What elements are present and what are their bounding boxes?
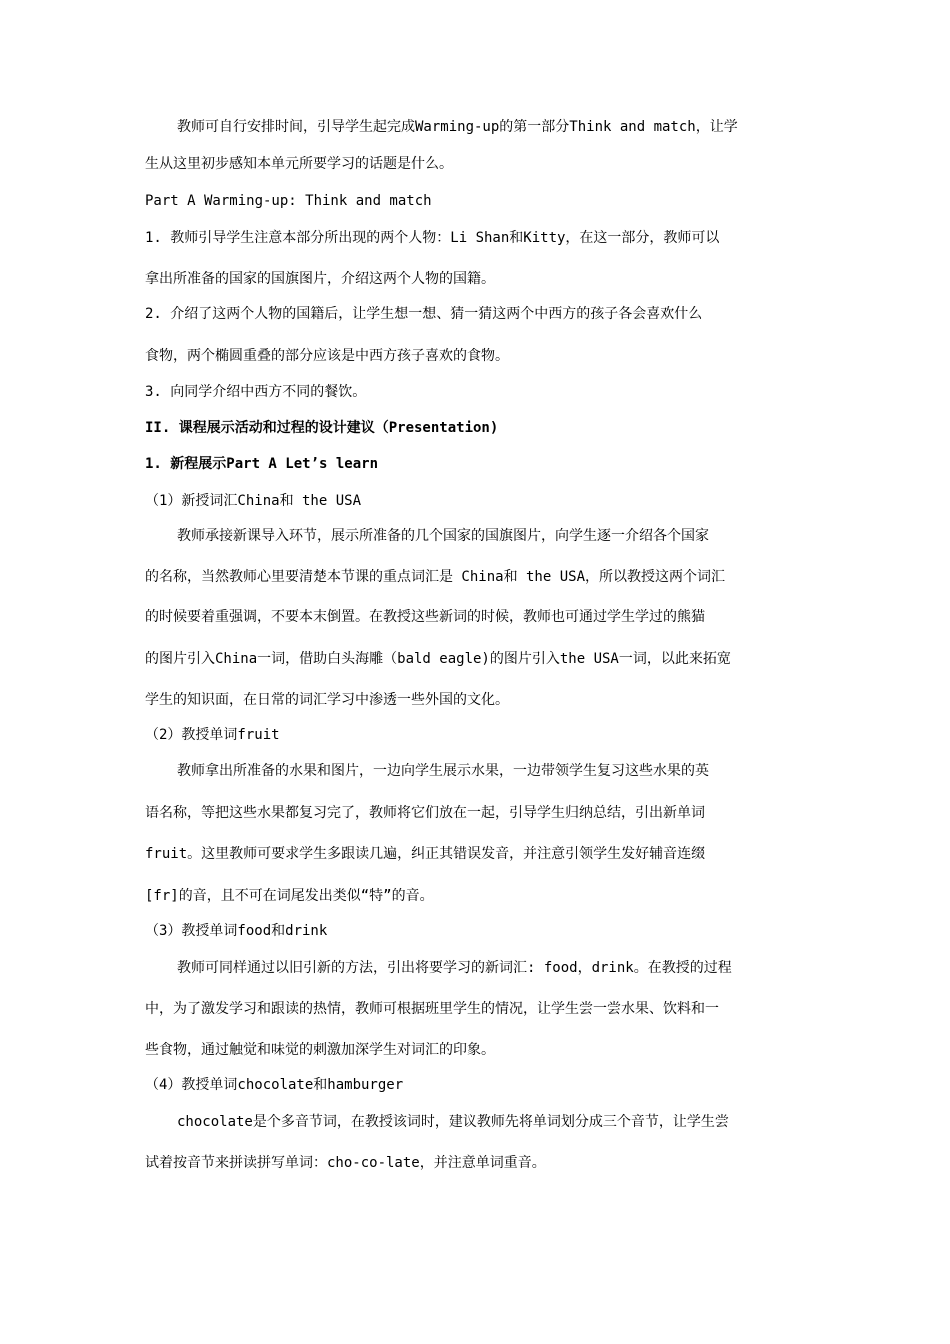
paragraph-line: 的时候要着重强调，不要本末倒置。在教授这些新词的时候，教师也可通过学生学过的熊猫 <box>145 609 705 625</box>
section-heading: II. 课程展示活动和过程的设计建议（Presentation) <box>145 420 499 436</box>
paragraph-line: [fr]的音，且不可在词尾发出类似“特”的音。 <box>145 888 434 904</box>
paragraph-line: 语名称，等把这些水果都复习完了，教师将它们放在一起，引导学生归纳总结，引出新单词 <box>145 805 705 821</box>
paragraph-line: （3）教授单词food和drink <box>145 923 328 939</box>
paragraph-first-line: chocolate是个多音节词，在教授该词时，建议教师先将单词划分成三个音节，让学生尝 <box>177 1114 729 1130</box>
paragraph-line: （4）教授单词chocolate和hamburger <box>145 1077 404 1093</box>
paragraph-first-line: 教师拿出所准备的水果和图片，一边向学生展示水果，一边带领学生复习这些水果的英 <box>177 763 709 779</box>
paragraph-line: 学生的知识面，在日常的词汇学习中渗透一些外国的文化。 <box>145 692 509 708</box>
paragraph-line: 些食物，通过触觉和味觉的刺激加深学生对词汇的印象。 <box>145 1042 495 1058</box>
paragraph-line: 1. 教师引导学生注意本部分所出现的两个人物：Li Shan和Kitty，在这一部分，教师可以 <box>145 230 720 246</box>
paragraph-line: （1）新授词汇China和 the USA <box>145 493 362 509</box>
paragraph-line: 3. 向同学介绍中西方不同的餐饮。 <box>145 384 367 400</box>
paragraph-line: 拿出所准备的国家的国旗图片，介绍这两个人物的国籍。 <box>145 271 495 287</box>
paragraph-line: 的图片引入China一词，借助白头海雕（bald eagle)的图片引入the USA一词，以此来拓宽 <box>145 651 731 667</box>
paragraph-line: （2）教授单词fruit <box>145 727 280 743</box>
paragraph-first-line: 教师可自行安排时间，引导学生起完成Warming-up的第一部分Think and match，让学 <box>177 119 738 135</box>
paragraph-first-line: 教师承接新课导入环节，展示所准备的几个国家的国旗图片，向学生逐一介绍各个国家 <box>177 528 709 544</box>
paragraph-line: 生从这里初步感知本单元所要学习的话题是什么。 <box>145 156 453 172</box>
document-body <box>145 118 810 1172</box>
paragraph-line: 中，为了激发学习和跟读的热情，教师可根据班里学生的情况，让学生尝一尝水果、饮料和一 <box>145 1001 719 1017</box>
paragraph-line: fruit。这里教师可要求学生多跟读几遍，纠正其错误发音，并注意引领学生发好辅音连缀 <box>145 846 706 862</box>
paragraph-line: 的名称，当然教师心里要清楚本节课的重点词汇是 China和 the USA，所以教授这两个词汇 <box>145 569 725 585</box>
paragraph-line: Part A Warming-up: Think and match <box>145 193 432 209</box>
section-heading: 1. 新程展示Part A Let’s learn <box>145 456 379 472</box>
paragraph-line: 食物，两个椭圆重叠的部分应该是中西方孩子喜欢的食物。 <box>145 348 509 364</box>
paragraph-line: 试着按音节来拼读拼写单词：cho-co-late，并注意单词重音。 <box>145 1155 546 1171</box>
paragraph-line: 2. 介绍了这两个人物的国籍后，让学生想一想、猜一猜这两个中西方的孩子各会喜欢什么 <box>145 306 703 322</box>
paragraph-first-line: 教师可同样通过以旧引新的方法，引出将要学习的新词汇: food，drink。在教授的过程 <box>177 960 732 976</box>
